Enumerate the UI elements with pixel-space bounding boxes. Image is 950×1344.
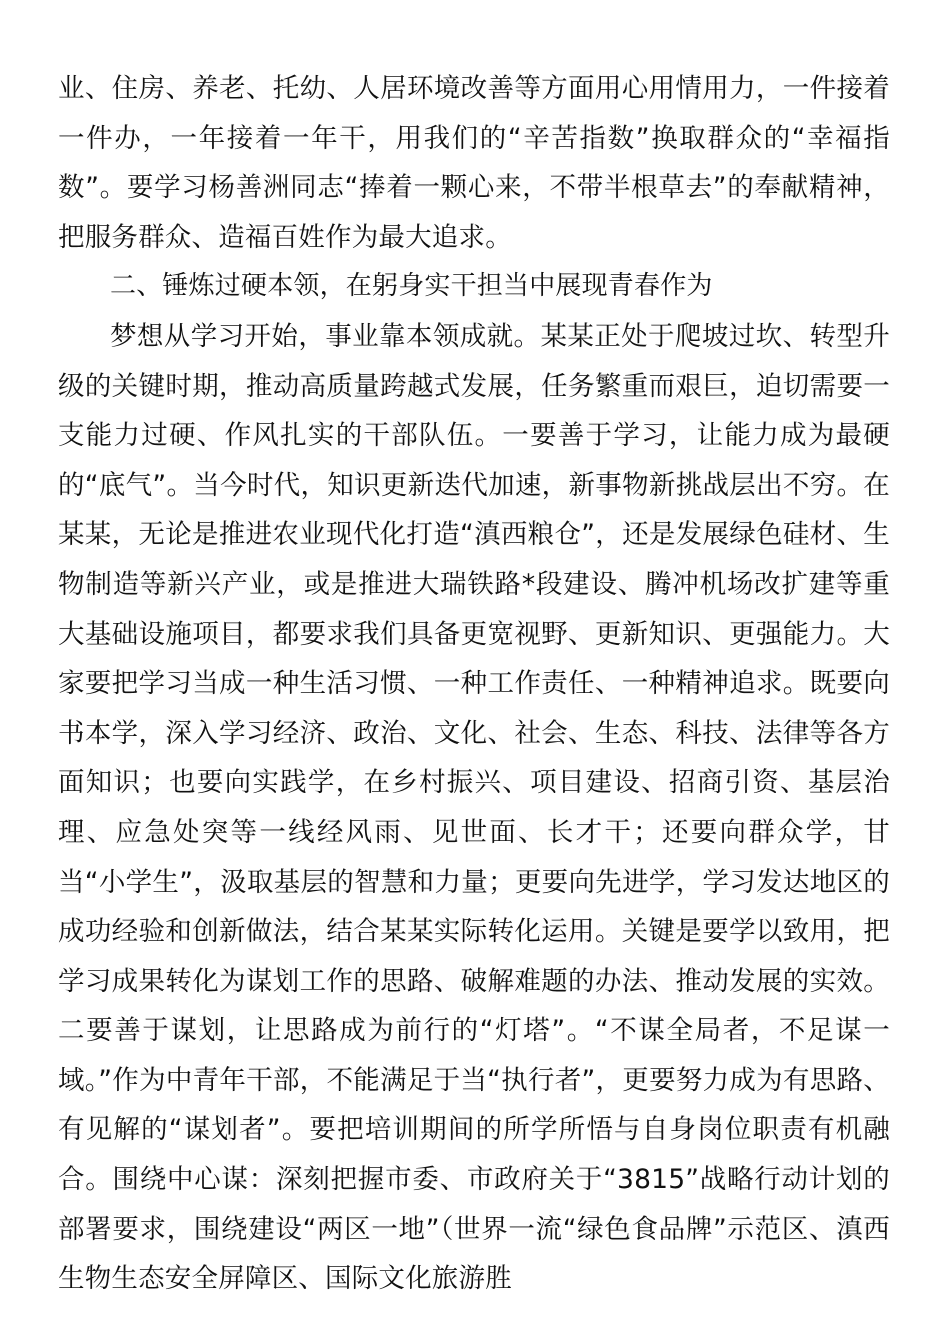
body-paragraph-1: 业、住房、养老、托幼、人居环境改善等方面用心用情用力，一件接着一件办，一年接着一年干，用我们的“辛苦指数”换取群众的“幸福指数”。要学习杨善洲同志“捧着一颗心来，不带半根草去”的奉献精神，把服务群众、造福百姓作为最大追求。 [58,73,890,253]
body-paragraph-3: 梦想从学习开始，事业靠本领成就。某某正处于爬坡过坎、转型升级的关键时期，推动高质量跨越式发展，任务繁重而艰巨，迫切需要一支能力过硬、作风扎实的干部队伍。一要善于学习，让能力成为最硬的“底气”。当今时代，知识更新迭代加速，新事物新挑战层出不穷。在某某，无论是推进农业现代化打造“滇西粮仓”，还是发展绿色硅材、生物制造等新兴产业，或是推进大瑞铁路*段建设、腾冲机场改扩建等重大基础设施项目，都要求我们具备更宽视野、更新知识、更强能力。大家要把学习当成一种生活习惯、一种工作责任、一种精神追求。既要向书本学，深入学习经济、政治、文化、社会、生态、科技、法律等各方面知识；也要向实践学，在乡村振兴、项目建设、招商引资、基层治理、应急处突等一线经风雨、见世面、长才干；还要向群众学，甘当“小学生”，汲取基层的智慧和力量；更要向先进学，学习发达地区的成功经验和创新做法，结合某某实际转化运用。关键是要学以致用，把学习成果转化为谋划工作的思路、破解难题的办法、推动发展的实效。二要善于谋划，让思路成为前行的“灯塔”。“不谋全局者，不足谋一域。”作为中青年干部，不能满足于当“执行者”，更要努力成为有思路、有见解的“谋划者”。要把培训期间的所学所悟与自身岗位职责有机融合。围绕中心谋：深刻把握市委、市政府关于“3815”战略行动计划的部署要求，围绕建设“两区一地”（世界一流“绿色食品牌”示范区、滇西生物生态安全屏障区、国际文化旅游胜 [58,320,890,1295]
document-page [58,64,890,1304]
section-heading-2: 二、锤炼过硬本领，在躬身实干担当中展现青春作为 [110,271,713,302]
